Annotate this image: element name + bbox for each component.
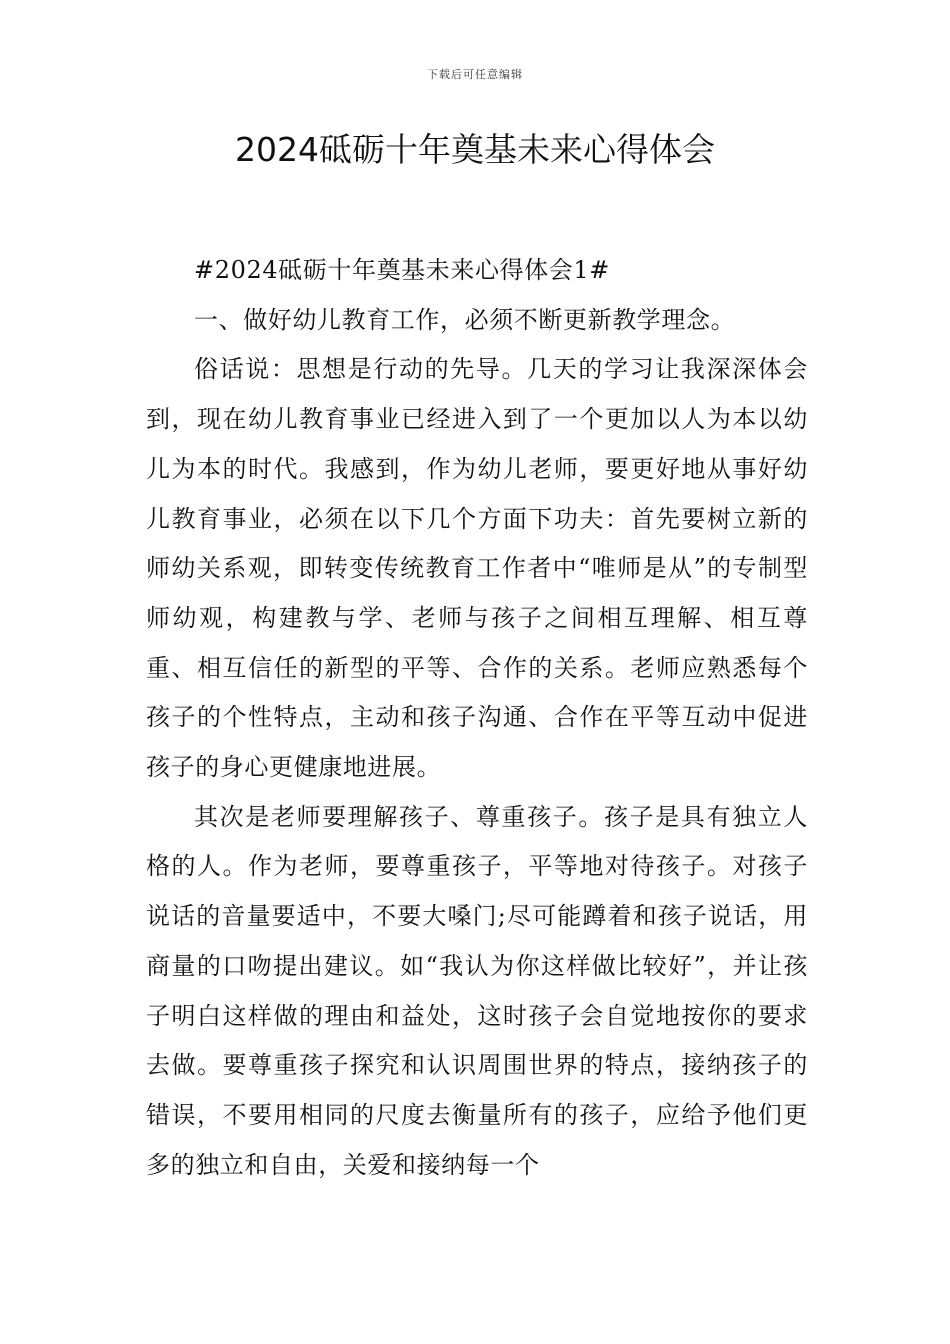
subheading: 一、做好幼儿教育工作，必须不断更新教学理念。	[194, 305, 736, 334]
section-heading: #2024砥砺十年奠基未来心得体会1#	[194, 256, 610, 284]
body-paragraph: 俗话说：思想是行动的先导。几天的学习让我深深体会到，现在幼儿教育事业已经进入到了一个更加以人为本以幼儿为本的时代。我感到，作为幼儿老师，要更好地从事好幼儿教育事业，必须在以下几个方面下功夫：首先要树立新的师幼关系观，即转变传统教育工作者中“唯师是从”的专制型师幼观，构建教与学、老师与孩子之间相互理解、相互尊重、相互信任的新型的平等、合作的关系。老师应熟悉每个孩子的个性特点，主动和孩子沟通、合作在平等互动中促进孩子的身心更健康地进展。	[146, 355, 808, 782]
header-note: 下载后可任意编辑	[427, 68, 523, 81]
document-title: 2024砥砺十年奠基未来心得体会	[235, 130, 715, 169]
body-paragraph: 其次是老师要理解孩子、尊重孩子。孩子是具有独立人格的人。作为老师，要尊重孩子，平等地对待孩子。对孩子说话的音量要适中，不要大嗓门;尽可能蹲着和孩子说话，用商量的口吻提出建议。如“我认为你这样做比较好”，并让孩子明白这样做的理由和益处，这时孩子会自觉地按你的要求去做。要尊重孩子探究和认识周围世界的特点，接纳孩子的错误，不要用相同的尺度去衡量所有的孩子，应给予他们更多的独立和自由，关爱和接纳每一个	[146, 802, 808, 1179]
document-body	[146, 246, 808, 1190]
